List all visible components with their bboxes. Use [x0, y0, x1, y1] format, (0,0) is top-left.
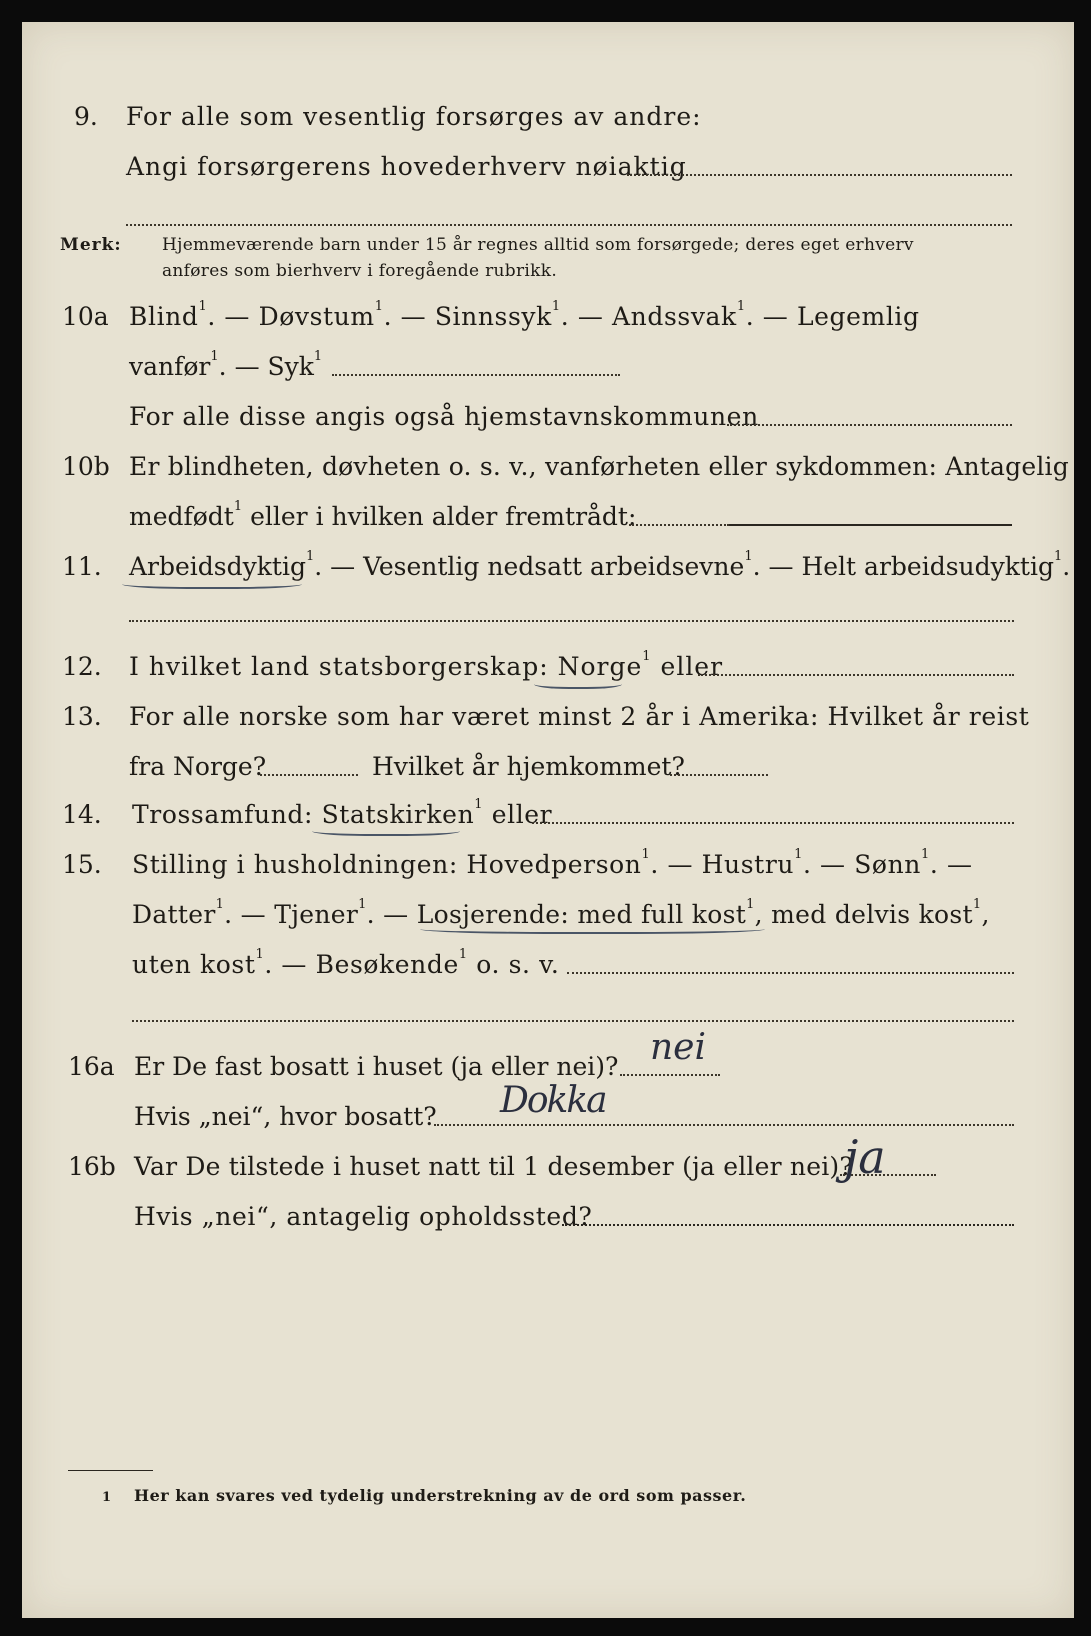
item-16a-number: 16a	[68, 1052, 115, 1081]
item-14-underline-statskirken	[312, 824, 460, 836]
item-15-answer-line-2	[132, 1020, 1014, 1022]
item-10a-line1: Blind$^1$. — Døvstum$^1$. — Sinnssyk$^1$. — Andssvak$^1$. — Legemlig	[129, 299, 920, 331]
item-12-line1: I hvilket land statsborgerskap: Norge$^1$ eller	[129, 649, 724, 681]
item-9-line1: For alle som vesentlig forsørges av andre:	[126, 102, 702, 131]
footnote-marker: 1	[102, 1490, 112, 1505]
footnote-text: Her kan svares ved tydelig understrekning av de ord som passer.	[134, 1486, 747, 1505]
item-9-answer-line	[627, 174, 1012, 176]
note-label: Merk:	[60, 235, 122, 255]
item-16a-residence-line	[434, 1124, 1014, 1126]
item-15-underline-losjerende	[420, 922, 765, 934]
item-14-number: 14.	[62, 800, 102, 829]
item-13-return-year-line	[670, 774, 768, 776]
item-14-answer-line	[532, 822, 1014, 824]
item-13-line2b: Hvilket år hjemkommet?	[372, 752, 685, 781]
item-9-line2: Angi forsørgerens hovederhverv nøiaktig	[126, 152, 687, 181]
item-13-line2a: fra Norge?	[129, 752, 267, 781]
item-13-departure-year-line	[260, 774, 358, 776]
item-10a-number: 10a	[62, 302, 109, 331]
census-form-page	[22, 22, 1074, 1618]
item-11-answer-line	[129, 620, 1014, 622]
item-10a-home-municipality-line	[727, 424, 1012, 426]
item-16a-line2: Hvis „nei“, hvor bosatt?	[134, 1102, 437, 1131]
item-16b-line2: Hvis „nei“, antagelig opholdssted?	[134, 1202, 593, 1231]
item-12-number: 12.	[62, 652, 102, 681]
item-10a-line2: vanfør$^1$. — Syk$^1$	[129, 349, 323, 381]
item-16a-handwritten-answer: nei	[650, 1027, 707, 1068]
item-11-number: 11.	[62, 552, 102, 581]
item-16a-answer-line	[620, 1074, 720, 1076]
item-16b-whereabouts-line	[562, 1224, 1014, 1226]
item-10b-line2: medfødt$^1$ eller i hvilken alder fremtrådt:	[129, 499, 637, 531]
item-10a-answer-line	[332, 374, 620, 376]
item-13-line1: For alle norske som har været minst 2 år i Amerika: Hvilket år reist	[129, 702, 1030, 731]
note-line2: anføres som bierhverv i foregående rubrikk.	[162, 261, 558, 281]
item-15-line1: Stilling i husholdningen: Hovedperson$^1$. — Hustru$^1$. — Sønn$^1$. —	[132, 847, 973, 879]
item-15-line2: Datter$^1$. — Tjener$^1$. — Losjerende: med full kost$^1$, med delvis kost$^1$,	[132, 897, 990, 929]
item-15-answer-line	[567, 972, 1014, 974]
item-10b-line1: Er blindheten, døvheten o. s. v., vanførheten eller sykdommen: Antagelig	[129, 452, 1069, 481]
item-10a-line3: For alle disse angis også hjemstavnskommunen	[129, 402, 759, 431]
item-11-underline-arbeidsdyktig	[122, 577, 302, 589]
item-16b-number: 16b	[68, 1152, 116, 1181]
item-15-number: 15.	[62, 850, 102, 879]
item-10b-answer-rule	[729, 524, 1012, 526]
item-12-underline-norge	[534, 677, 622, 689]
item-13-number: 13.	[62, 702, 102, 731]
item-15-line3: uten kost$^1$. — Besøkende$^1$ o. s. v.	[132, 947, 560, 979]
item-9-answer-line-2	[126, 224, 1012, 226]
item-11-line1: Arbeidsdyktig$^1$. — Vesentlig nedsatt arbeidsevne$^1$. — Helt arbeidsudyktig$^1$.	[129, 549, 1071, 581]
footnote-rule	[68, 1470, 153, 1471]
item-16b-handwritten-answer: ja	[844, 1130, 886, 1184]
item-16a-handwritten-residence: Dokka	[500, 1080, 606, 1121]
item-10b-answer-line	[629, 524, 729, 526]
item-12-answer-line	[698, 674, 1014, 676]
item-16a-line1: Er De fast bosatt i huset (ja eller nei)?	[134, 1052, 619, 1081]
item-16b-line1: Var De tilstede i huset natt til 1 desember (ja eller nei)?	[134, 1152, 853, 1181]
item-10b-number: 10b	[62, 452, 110, 481]
item-14-line1: Trossamfund: Statskirken$^1$ eller	[132, 797, 553, 829]
note-line1: Hjemmeværende barn under 15 år regnes alltid som forsørgede; deres eget erhverv	[162, 235, 914, 255]
item-9-number: 9.	[74, 102, 98, 131]
